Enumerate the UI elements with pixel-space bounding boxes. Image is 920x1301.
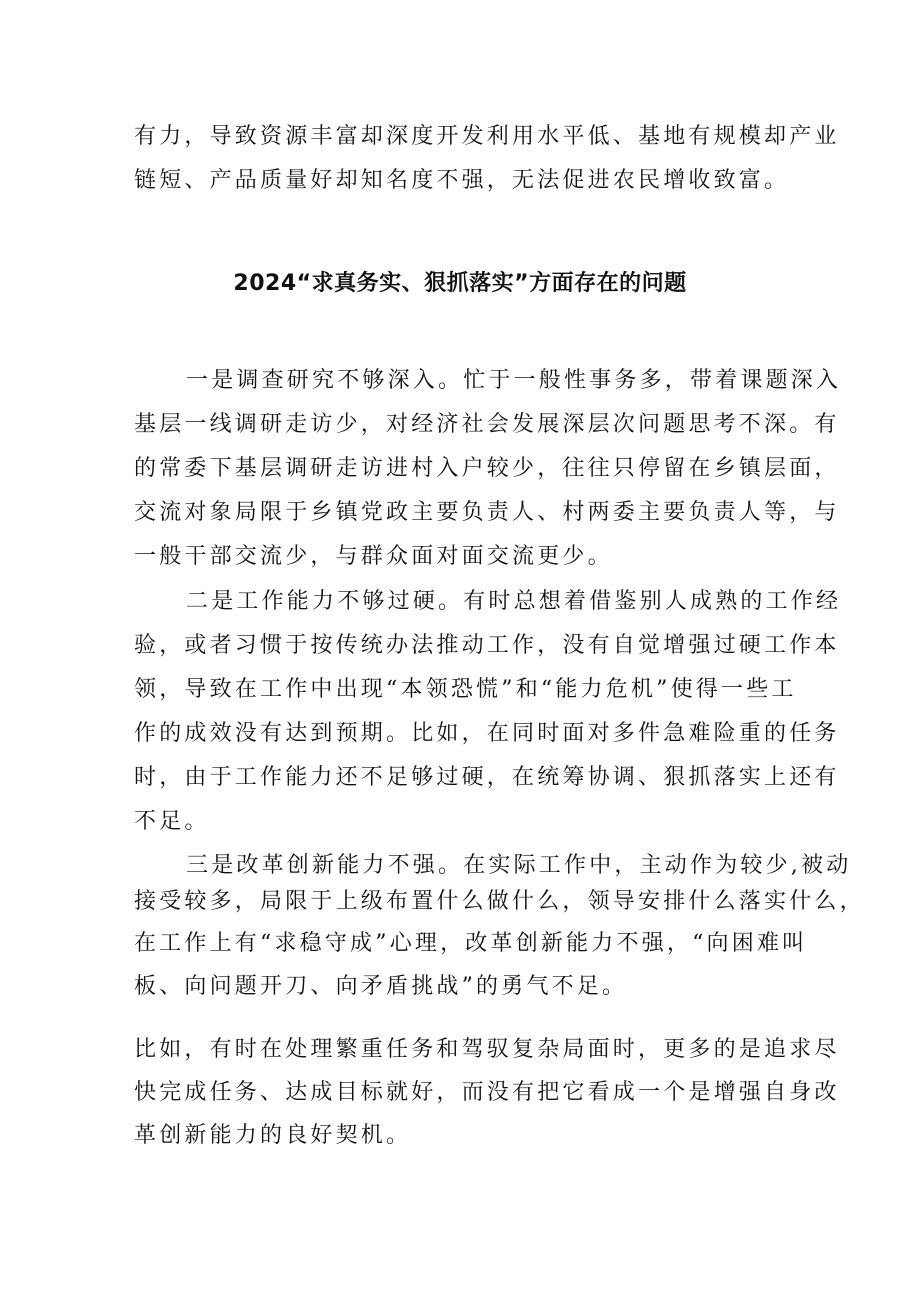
text-line: 板、向问题开刀、向矛盾挑战”的勇气不足。 [134, 974, 628, 999]
paragraph-first-line: 三是改革创新能力不强。在实际工作中，主动作为较少,被动 [186, 853, 852, 878]
text-line: 链短、产品质量好却知名度不强，无法促进农民增收致富。 [134, 168, 790, 193]
text-line: 接受较多，局限于上级布置什么做什么，领导安排什么落实什么， [134, 889, 865, 914]
paragraph-first-line: 二是工作能力不够过硬。有时总想着借鉴别人成熟的工作经 [186, 589, 842, 614]
text-line: 比如，有时在处理繁重任务和驾驭复杂局面时，更多的是追求尽 [134, 1037, 840, 1062]
text-line: 的常委下基层调研走访进村入户较少，往往只停留在乡镇层面， [134, 456, 840, 481]
text-line: 验，或者习惯于按传统办法推动工作，没有自觉增强过硬工作本 [134, 633, 840, 658]
text-line: 在工作上有“求稳守成”心理，改革创新能力不强，“向困难叫 [134, 931, 808, 956]
text-line: 领，导致在工作中出现“本领恐慌”和“能力危机”使得一些工 [134, 677, 797, 702]
text-line: 有力，导致资源丰富却深度开发利用水平低、基地有规模却产业 [134, 124, 840, 149]
text-line: 交流对象局限于乡镇党政主要负责人、村两委主要负责人等，与 [134, 500, 840, 525]
text-line: 革创新能力的良好契机。 [134, 1123, 412, 1148]
text-line: 一般干部交流少，与群众面对面交流更少。 [134, 544, 613, 569]
text-line: 基层一线调研走访少，对经济社会发展深层次问题思考不深。有 [134, 412, 840, 437]
text-line: 时，由于工作能力还不足够过硬，在统筹协调、狠抓落实上还有 [134, 765, 840, 790]
section-heading: 2024“求真务实、狠抓落实”方面存在的问题 [233, 271, 687, 296]
text-line: 不足。 [134, 809, 210, 834]
paragraph-first-line: 一是调查研究不够深入。忙于一般性事务多，带着课题深入 [186, 368, 842, 393]
text-line: 快完成任务、达成目标就好，而没有把它看成一个是增强自身改 [134, 1080, 840, 1105]
text-line: 作的成效没有达到预期。比如，在同时面对多件急难险重的任务 [134, 721, 840, 746]
